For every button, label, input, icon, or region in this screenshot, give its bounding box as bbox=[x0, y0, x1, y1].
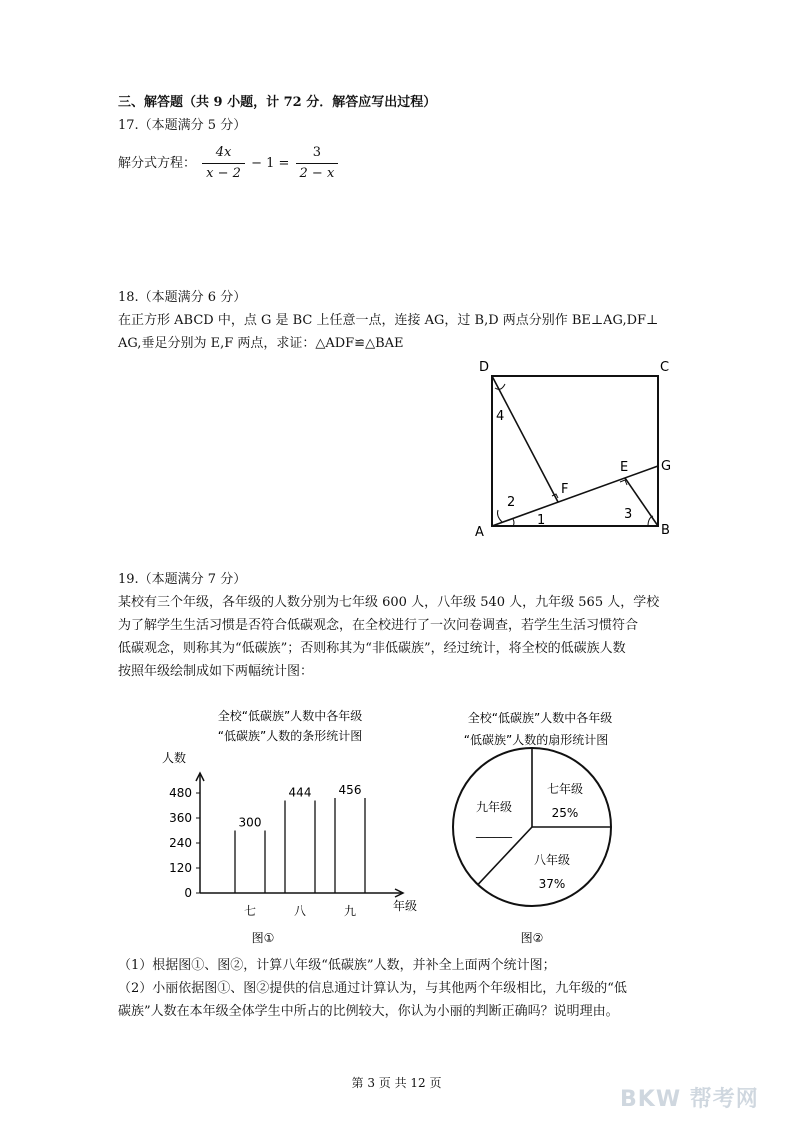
segment-ag bbox=[492, 466, 658, 526]
q19-sub1: （1）根据图①、图②，计算八年级“低碳族”人数，并补全上面两个统计图； bbox=[118, 958, 556, 973]
y-tick-label: 0 bbox=[184, 886, 192, 900]
angle-2-arc bbox=[498, 510, 503, 522]
bar-chart-caption: 图① bbox=[251, 931, 275, 945]
label-g: G bbox=[661, 459, 672, 474]
q17-lhs-numerator: 4x bbox=[202, 143, 245, 164]
q17-lhs-denominator: x − 2 bbox=[206, 166, 241, 181]
pie-chart-caption: 图② bbox=[520, 931, 544, 945]
q19-line: 按照年级绘制成如下两幅统计图： bbox=[118, 664, 314, 679]
q18-line2: AG,垂足分别为 E,F 两点，求证：△ADF≌△BAE bbox=[118, 336, 404, 351]
pie-slice-name: 七年级 bbox=[546, 782, 584, 796]
q18-heading: 18.（本题满分 6 分） bbox=[118, 290, 247, 305]
q17-lhs-fraction bbox=[202, 143, 245, 184]
q19-line: 某校有三个年级，各年级的人数分别为七年级 600 人，八年级 540 人，九年级 565 人，学校 bbox=[118, 595, 660, 610]
q17-rhs-fraction bbox=[296, 143, 339, 184]
angle-1-arc bbox=[513, 519, 514, 526]
q17-equation bbox=[118, 136, 340, 192]
label-e: E bbox=[620, 460, 629, 475]
pie-slice-name: 九年级 bbox=[475, 800, 513, 814]
q17-rhs-denominator: 2 − x bbox=[299, 166, 335, 181]
segment-df bbox=[492, 376, 558, 502]
y-tick-label: 480 bbox=[169, 786, 192, 800]
bar-chart bbox=[145, 700, 445, 950]
q17-rhs-numerator: 3 bbox=[296, 143, 339, 164]
angle-4-label: 4 bbox=[496, 409, 505, 424]
q19-line: 为了解学生生活习惯是否符合低碳观念，在全校进行了一次问卷调查，若学生生活习惯符合 bbox=[118, 618, 639, 633]
angle-3-label: 3 bbox=[624, 507, 633, 522]
watermark-logo: BKW 帮考网 bbox=[620, 1087, 759, 1112]
pie-slice-value: ______ bbox=[476, 824, 512, 838]
bar-data-label: 300 bbox=[238, 815, 262, 830]
q19-sub2-line1: （2）小丽依据图①、图②提供的信息通过计算认为，与其他两个年级相比，九年级的“低 bbox=[118, 981, 627, 996]
q19-sub2-line2: 碳族”人数在本年级全体学生中所占的比例较大，你认为小丽的判断正确吗？说明理由。 bbox=[118, 1004, 619, 1019]
label-d: D bbox=[479, 360, 490, 375]
bar-chart-title: 全校“低碳族”人数中各年级 bbox=[217, 709, 363, 723]
x-tick-label: 七 bbox=[243, 904, 257, 918]
label-a: A bbox=[475, 525, 484, 540]
pie-slice-name: 八年级 bbox=[533, 853, 571, 867]
q18-square-figure bbox=[465, 358, 685, 543]
q19-heading: 19.（本题满分 7 分） bbox=[118, 572, 247, 587]
q17-middle: − 1 = bbox=[251, 156, 290, 171]
label-f: F bbox=[561, 482, 569, 497]
label-b: B bbox=[661, 523, 670, 538]
square-abcd bbox=[492, 376, 658, 526]
q19-line: 低碳观念，则称其为“低碳族”；否则称其为“非低碳族”，经过统计，将全校的低碳族人数 bbox=[118, 641, 626, 656]
q17-prompt: 解分式方程： bbox=[118, 156, 197, 171]
y-tick-label: 360 bbox=[169, 811, 192, 825]
page-footer: 第 3 页 共 12 页 bbox=[351, 1076, 442, 1090]
pie-slice-value: 37% bbox=[538, 877, 566, 891]
bar-chart-subtitle: “低碳族”人数的条形统计图 bbox=[217, 729, 363, 743]
angle-2-label: 2 bbox=[507, 495, 516, 510]
q18-line1: 在正方形 ABCD 中，点 G 是 BC 上任意一点，连接 AG，过 B,D 两点分别作 BE⊥AG,DF⊥ bbox=[118, 313, 659, 328]
pie-chart-title: 全校“低碳族”人数中各年级 bbox=[467, 711, 613, 725]
label-c: C bbox=[660, 360, 670, 375]
bar-chart-x-label: 年级 bbox=[393, 899, 418, 913]
angle-1-label: 1 bbox=[537, 513, 546, 528]
y-tick-label: 120 bbox=[169, 861, 192, 875]
bar-data-label: 456 bbox=[338, 783, 362, 797]
bar-data-label: 444 bbox=[288, 785, 312, 800]
pie-chart bbox=[440, 700, 640, 950]
pie-slice-value: 25% bbox=[551, 806, 579, 820]
section-header: 三、解答题（共 9 小题，计 72 分．解答应写出过程） bbox=[118, 95, 437, 110]
x-tick-label: 九 bbox=[343, 904, 357, 918]
pie-chart-subtitle: “低碳族”人数的扇形统计图 bbox=[463, 733, 609, 747]
y-tick-label: 240 bbox=[169, 836, 192, 850]
q17-heading: 17.（本题满分 5 分） bbox=[118, 118, 247, 133]
x-tick-label: 八 bbox=[293, 904, 307, 918]
bar-chart-y-label: 人数 bbox=[162, 751, 187, 765]
